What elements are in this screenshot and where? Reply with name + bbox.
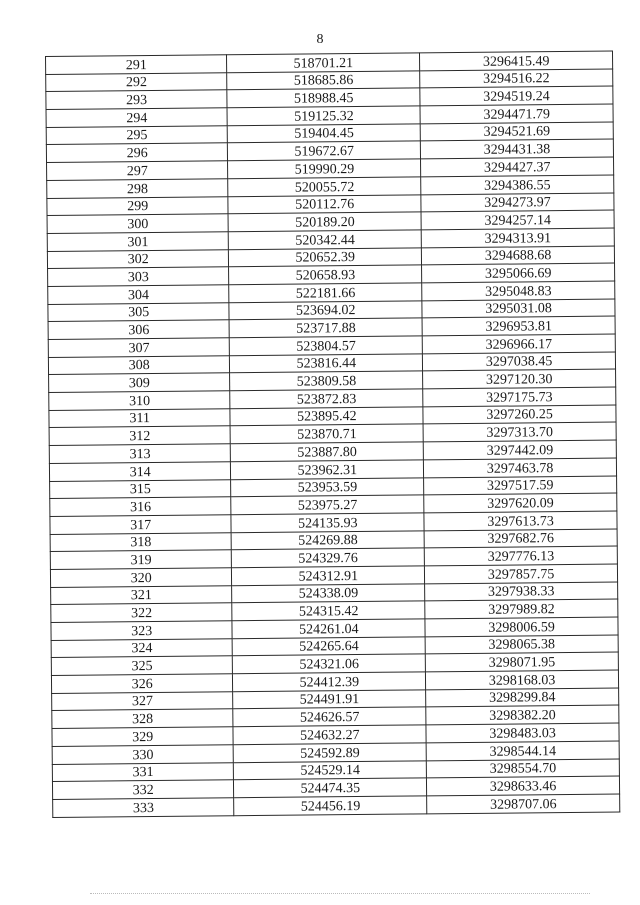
- y-coordinate-cell: 3296966.17: [422, 334, 615, 354]
- point-number-cell: 321: [51, 585, 233, 604]
- point-number-cell: 297: [47, 161, 229, 180]
- x-coordinate-cell: 524269.88: [232, 530, 425, 550]
- point-number-cell: 332: [52, 780, 234, 799]
- y-coordinate-cell: 3298382.20: [426, 705, 619, 725]
- point-number-cell: 312: [49, 426, 231, 445]
- y-coordinate-cell: 3297938.33: [425, 582, 618, 602]
- y-coordinate-cell: 3298554.70: [426, 759, 619, 779]
- point-number-cell: 326: [51, 674, 233, 693]
- x-coordinate-cell: 523895.42: [230, 407, 423, 427]
- x-coordinate-cell: 524456.19: [234, 796, 427, 816]
- x-coordinate-cell: 524529.14: [234, 760, 427, 780]
- y-coordinate-cell: 3294386.55: [421, 175, 614, 195]
- point-number-cell: 298: [47, 179, 229, 198]
- x-coordinate-cell: 523804.57: [230, 336, 423, 356]
- y-coordinate-cell: 3297682.76: [424, 529, 617, 549]
- point-number-cell: 306: [48, 320, 230, 339]
- y-coordinate-cell: 3294257.14: [421, 210, 614, 230]
- y-coordinate-cell: 3298006.59: [425, 617, 618, 637]
- x-coordinate-cell: 519990.29: [228, 159, 421, 179]
- y-coordinate-cell: 3296415.49: [420, 51, 613, 71]
- x-coordinate-cell: 524412.39: [233, 672, 426, 692]
- y-coordinate-cell: 3297776.13: [424, 546, 617, 566]
- y-coordinate-cell: 3298065.38: [425, 635, 618, 655]
- x-coordinate-cell: 524265.64: [233, 637, 426, 657]
- y-coordinate-cell: 3294313.91: [421, 228, 614, 248]
- footer-divider: [90, 893, 590, 894]
- point-number-cell: 299: [47, 196, 229, 215]
- x-coordinate-cell: 524632.27: [233, 725, 426, 745]
- y-coordinate-cell: 3297517.59: [424, 476, 617, 496]
- x-coordinate-cell: 523887.80: [231, 442, 424, 462]
- y-coordinate-cell: 3298071.95: [425, 652, 618, 672]
- y-coordinate-cell: 3295066.69: [422, 263, 615, 283]
- point-number-cell: 324: [51, 638, 233, 657]
- point-number-cell: 295: [46, 126, 228, 145]
- y-coordinate-cell: 3294431.38: [421, 139, 614, 159]
- x-coordinate-cell: 523816.44: [230, 354, 423, 374]
- x-coordinate-cell: 524312.91: [232, 566, 425, 586]
- point-number-cell: 308: [48, 355, 230, 374]
- point-number-cell: 329: [52, 727, 234, 746]
- point-number-cell: 311: [49, 408, 231, 427]
- x-coordinate-cell: 524329.76: [232, 548, 425, 568]
- point-number-cell: 292: [46, 72, 228, 91]
- x-coordinate-cell: 523872.83: [230, 389, 423, 409]
- coordinates-table-body: [46, 51, 620, 817]
- x-coordinate-cell: 524315.42: [232, 601, 425, 621]
- point-number-cell: 320: [50, 568, 232, 587]
- x-coordinate-cell: 520658.93: [229, 265, 422, 285]
- x-coordinate-cell: 524321.06: [233, 654, 426, 674]
- y-coordinate-cell: 3297038.45: [423, 352, 616, 372]
- point-number-cell: 301: [47, 232, 229, 251]
- point-number-cell: 323: [51, 621, 233, 640]
- point-number-cell: 317: [50, 515, 232, 534]
- x-coordinate-cell: 524135.93: [231, 513, 424, 533]
- point-number-cell: 322: [51, 603, 233, 622]
- coordinates-table: [45, 51, 620, 818]
- x-coordinate-cell: 522181.66: [229, 283, 422, 303]
- x-coordinate-cell: 518988.45: [227, 88, 420, 108]
- x-coordinate-cell: 524592.89: [234, 743, 427, 763]
- y-coordinate-cell: 3298544.14: [426, 741, 619, 761]
- y-coordinate-cell: 3297989.82: [425, 599, 618, 619]
- x-coordinate-cell: 518685.86: [227, 71, 420, 91]
- x-coordinate-cell: 524491.91: [233, 690, 426, 710]
- point-number-cell: 294: [46, 108, 228, 127]
- x-coordinate-cell: 524626.57: [233, 707, 426, 727]
- y-coordinate-cell: 3298168.03: [426, 670, 619, 690]
- x-coordinate-cell: 523809.58: [230, 371, 423, 391]
- point-number-cell: 331: [52, 762, 234, 781]
- y-coordinate-cell: 3297442.09: [423, 440, 616, 460]
- x-coordinate-cell: 520189.20: [228, 212, 421, 232]
- y-coordinate-cell: 3294516.22: [420, 69, 613, 89]
- point-number-cell: 305: [48, 302, 230, 321]
- x-coordinate-cell: 523717.88: [229, 318, 422, 338]
- point-number-cell: 303: [48, 267, 230, 286]
- x-coordinate-cell: 523953.59: [231, 477, 424, 497]
- y-coordinate-cell: 3297120.30: [423, 369, 616, 389]
- point-number-cell: 293: [46, 90, 228, 109]
- y-coordinate-cell: 3297260.25: [423, 405, 616, 425]
- y-coordinate-cell: 3297613.73: [424, 511, 617, 531]
- point-number-cell: 309: [49, 373, 231, 392]
- y-coordinate-cell: 3294471.79: [420, 104, 613, 124]
- point-number-cell: 296: [46, 143, 228, 162]
- x-coordinate-cell: 519404.45: [228, 124, 421, 144]
- x-coordinate-cell: 519672.67: [228, 141, 421, 161]
- point-number-cell: 310: [49, 391, 231, 410]
- point-number-cell: 307: [48, 338, 230, 357]
- y-coordinate-cell: 3298707.06: [427, 794, 620, 814]
- y-coordinate-cell: 3297857.75: [425, 564, 618, 584]
- point-number-cell: 300: [47, 214, 229, 233]
- point-number-cell: 302: [47, 249, 229, 268]
- x-coordinate-cell: 519125.32: [227, 106, 420, 126]
- x-coordinate-cell: 524338.09: [232, 584, 425, 604]
- x-coordinate-cell: 523870.71: [230, 424, 423, 444]
- y-coordinate-cell: 3298483.03: [426, 723, 619, 743]
- y-coordinate-cell: 3294427.37: [421, 157, 614, 177]
- y-coordinate-cell: 3297620.09: [424, 493, 617, 513]
- x-coordinate-cell: 524474.35: [234, 778, 427, 798]
- y-coordinate-cell: 3294688.68: [422, 246, 615, 266]
- y-coordinate-cell: 3296953.81: [422, 316, 615, 336]
- page-number: 8: [316, 32, 324, 47]
- x-coordinate-cell: 518701.21: [227, 53, 420, 73]
- y-coordinate-cell: 3297175.73: [423, 387, 616, 407]
- y-coordinate-cell: 3295031.08: [422, 299, 615, 319]
- point-number-cell: 304: [48, 285, 230, 304]
- y-coordinate-cell: 3298633.46: [427, 776, 620, 796]
- point-number-cell: 318: [50, 532, 232, 551]
- x-coordinate-cell: 520342.44: [229, 230, 422, 250]
- point-number-cell: 315: [50, 479, 232, 498]
- x-coordinate-cell: 524261.04: [232, 619, 425, 639]
- x-coordinate-cell: 520055.72: [228, 177, 421, 197]
- point-number-cell: 328: [52, 709, 234, 728]
- point-number-cell: 319: [50, 550, 232, 569]
- point-number-cell: 330: [52, 745, 234, 764]
- point-number-cell: 333: [53, 798, 235, 817]
- x-coordinate-cell: 520112.76: [228, 194, 421, 214]
- point-number-cell: 313: [49, 444, 231, 463]
- y-coordinate-cell: 3297463.78: [424, 458, 617, 478]
- x-coordinate-cell: 523975.27: [231, 495, 424, 515]
- point-number-cell: 316: [50, 497, 232, 516]
- y-coordinate-cell: 3294521.69: [420, 122, 613, 142]
- y-coordinate-cell: 3298299.84: [426, 688, 619, 708]
- x-coordinate-cell: 523694.02: [229, 301, 422, 321]
- y-coordinate-cell: 3294519.24: [420, 86, 613, 106]
- point-number-cell: 291: [46, 55, 228, 74]
- y-coordinate-cell: 3297313.70: [423, 422, 616, 442]
- point-number-cell: 327: [52, 691, 234, 710]
- x-coordinate-cell: 520652.39: [229, 247, 422, 267]
- point-number-cell: 325: [51, 656, 233, 675]
- y-coordinate-cell: 3295048.83: [422, 281, 615, 301]
- point-number-cell: 314: [49, 462, 231, 481]
- x-coordinate-cell: 523962.31: [231, 460, 424, 480]
- y-coordinate-cell: 3294273.97: [421, 193, 614, 213]
